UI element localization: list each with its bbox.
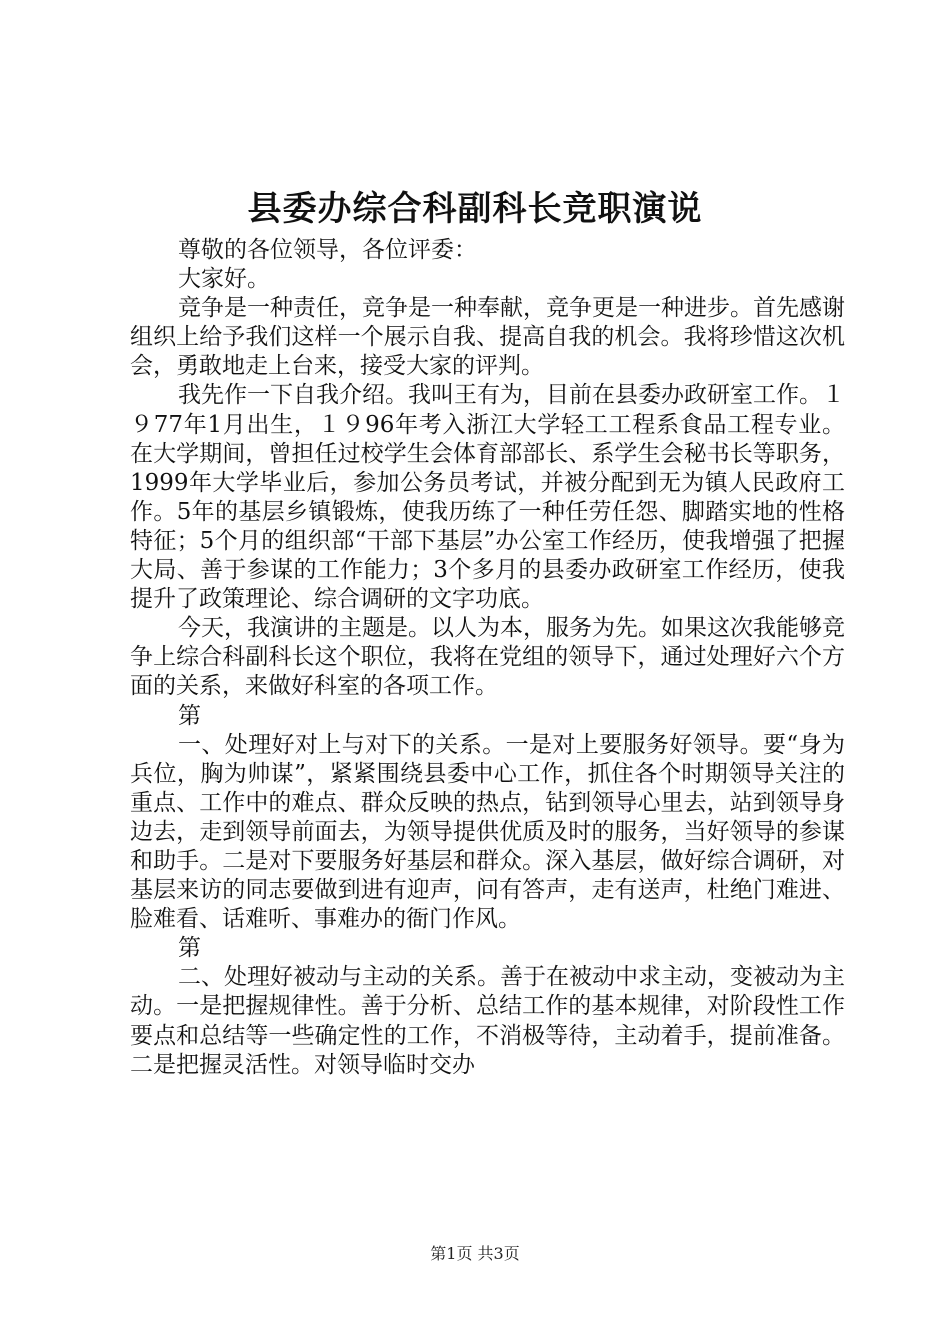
paragraph: 今天，我演讲的主题是。以人为本，服务为先。如果这次我能够竞争上综合科副科长这个职位，我将在党组的领导下，通过处理好六个方面的关系，来做好科室的各项工作。 — [130, 615, 845, 700]
paragraph: 竞争是一种责任，竞争是一种奉献，竞争更是一种进步。首先感谢组织上给予我们这样一个展示自我、提高自我的机会。我将珍惜这次机会，勇敢地走上台来，接受大家的评判。 — [130, 295, 845, 380]
document-title: 县委办综合科副科长竞职演说 — [247, 189, 703, 229]
document-body — [130, 236, 845, 1080]
paragraph: 一、处理好对上与对下的关系。一是对上要服务好领导。要“身为兵位，胸为帅谋”，紧紧围绕县委中心工作，抓住各个时期领导关注的重点、工作中的难点、群众反映的热点，钻到领导心里去，站到领导身边去，走到领导前面去，为领导提供优质及时的服务，当好领导的参谋和助手。二是对下要服务好基层和群众。深入基层，做好综合调研，对基层来访的同志要做到进有迎声，问有答声，走有送声，杜绝门难进、脸难看、话难听、事难办的衙门作风。 — [130, 731, 845, 933]
paragraph: 第 — [178, 935, 201, 962]
paragraph-greeting: 大家好。 — [178, 266, 270, 293]
paragraph: 第 — [178, 702, 201, 729]
paragraph: 我先作一下自我介绍。我叫王有为，目前在县委办政研室工作。１９77年1月出生，１９96年考入浙江大学轻工工程系食品工程专业。在大学期间，曾担任过校学生会体育部部长、系学生会秘书长等职务，1999年大学毕业后，参加公务员考试，并被分配到无为镇人民政府工作。5年的基层乡镇锻炼，使我历练了一种任劳任怨、脚踏实地的性格特征；5个月的组织部“干部下基层”办公室工作经历，使我增强了把握大局、善于参谋的工作能力；3个多月的县委办政研室工作经历，使我提升了政策理论、综合调研的文字功底。 — [130, 382, 845, 613]
paragraph-salutation: 尊敬的各位领导，各位评委： — [178, 237, 477, 263]
paragraph: 二、处理好被动与主动的关系。善于在被动中求主动，变被动为主动。一是把握规律性。善于分析、总结工作的基本规律，对阶段性工作要点和总结等一些确定性的工作，不消极等待，主动着手，提前准备。二是把握灵活性。对领导临时交办 — [130, 964, 845, 1078]
page-footer: 第1页 共3页 — [430, 1244, 520, 1263]
